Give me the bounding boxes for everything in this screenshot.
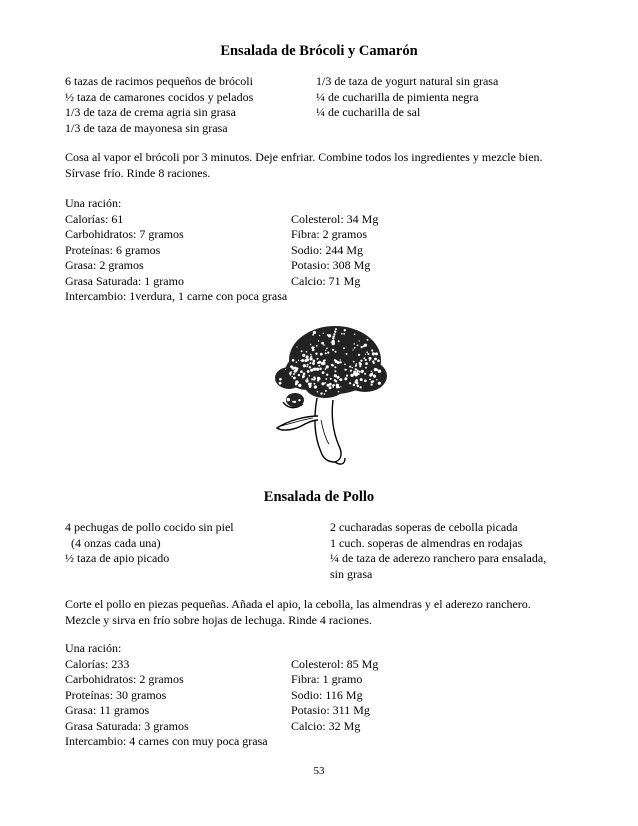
- nutrition-line: Calorías: 61: [65, 211, 124, 226]
- ingredient-line: 2 cucharadas soperas de cebolla picada: [330, 520, 518, 534]
- broccoli-illustration: [255, 320, 395, 480]
- nutrition-left: [65, 641, 268, 750]
- nutrition-line: Fibra: 1 gramo: [291, 672, 363, 686]
- nutrition-line: Sodio: 116 Mg: [291, 687, 363, 702]
- ingredient-line: 1/3 de taza de yogurt natural sin grasa: [316, 74, 499, 88]
- nutrition-line: Calcio: 71 Mg: [291, 273, 361, 288]
- recipe-title: Ensalada de Pollo: [263, 489, 375, 505]
- nutrition-line: Proteínas: 6 gramos: [65, 242, 161, 257]
- ingredients-left: [65, 74, 253, 136]
- ingredients-right: [316, 74, 498, 121]
- ingredient-line: 1 cuch. soperas de almendras en rodajas: [330, 535, 523, 550]
- nutrition-line: Colesterol: 85 Mg: [291, 656, 379, 671]
- nutrition-line: Potasio: 308 Mg: [291, 258, 371, 272]
- ingredient-line: ½ taza de camarones cocidos y pelados: [65, 89, 254, 104]
- nutrition-left: [65, 196, 287, 305]
- ingredients-left: [65, 520, 234, 567]
- nutrition-line: Fibra: 2 gramos: [291, 227, 367, 241]
- ingredient-line: sin grasa: [330, 566, 373, 581]
- serving-label: Una ración:: [65, 641, 122, 655]
- ingredient-line: 6 tazas de racimos pequeños de brócoli: [65, 74, 253, 88]
- instruction-line: Mezcle y sirva en frío sobre hojas de lechuga. Rinde 4 raciones.: [65, 612, 372, 627]
- instructions: [65, 150, 585, 181]
- ingredient-line: ¼ de cucharilla de sal: [316, 105, 421, 119]
- ingredient-line: ¼ de taza de aderezo ranchero para ensalada,: [330, 551, 547, 565]
- recipe-title: Ensalada de Brócoli y Camarón: [220, 43, 418, 59]
- instructions: [65, 597, 585, 628]
- nutrition-line: Carbohidratos: 2 gramos: [65, 672, 184, 686]
- ingredient-line: 1/3 de taza de crema agria sin grasa: [65, 105, 236, 119]
- exchange-line: Intercambio: 1verdura, 1 carne con poca grasa: [65, 289, 288, 303]
- nutrition-line: Grasa: 2 gramos: [65, 258, 144, 272]
- nutrition-line: Grasa Saturada: 1 gramo: [65, 273, 184, 288]
- instruction-line: Cosa al vapor el brócoli por 3 minutos. Deje enfriar. Combine todos los ingredientes y mezcle bien.: [65, 150, 543, 164]
- instruction-line: Corte el pollo en piezas pequeñas. Añada el apio, la cebolla, las almendras y el aderezo ranchero.: [65, 597, 531, 611]
- nutrition-right: [291, 657, 378, 735]
- instruction-line: Sírvase frío. Rinde 8 raciones.: [65, 165, 211, 180]
- nutrition-line: Colesterol: 34 Mg: [291, 211, 379, 226]
- nutrition-line: Proteínas: 30 gramos: [65, 687, 167, 702]
- ingredient-line: 4 pechugas de pollo cocido sin piel: [65, 520, 234, 534]
- ingredient-line: ½ taza de apio picado: [65, 551, 170, 565]
- nutrition-line: Sodio: 244 Mg: [291, 242, 364, 257]
- ingredient-line: ¼ de cucharilla de pimienta negra: [316, 89, 479, 104]
- serving-label: Una ración:: [65, 196, 122, 210]
- nutrition-line: Calcio: 32 Mg: [291, 718, 361, 733]
- ingredients-right: [330, 520, 546, 582]
- nutrition-line: Potasio: 311 Mg: [291, 703, 370, 717]
- exchange-line: Intercambio: 4 carnes con muy poca grasa: [65, 734, 268, 748]
- ingredient-line: 1/3 de taza de mayonesa sin grasa: [65, 120, 228, 135]
- nutrition-right: [291, 212, 378, 290]
- nutrition-line: Grasa: 11 gramos: [65, 703, 150, 717]
- nutrition-line: Grasa Saturada: 3 gramos: [65, 718, 189, 733]
- nutrition-line: Calorías: 233: [65, 656, 130, 671]
- ingredient-line: (4 onzas cada una): [65, 535, 161, 550]
- nutrition-line: Carbohidratos: 7 gramos: [65, 227, 184, 241]
- page-number: 53: [313, 765, 325, 777]
